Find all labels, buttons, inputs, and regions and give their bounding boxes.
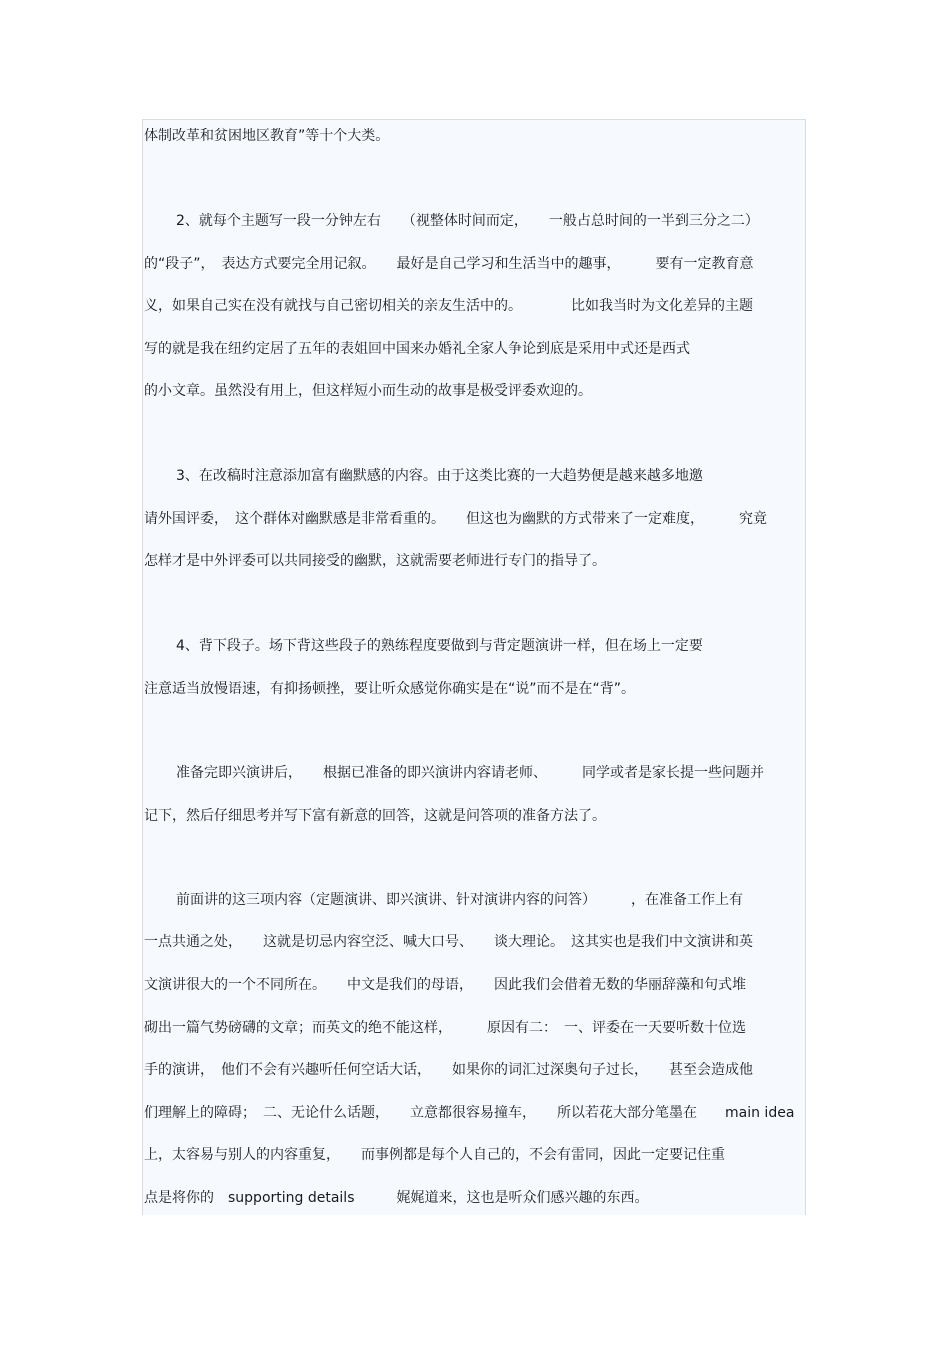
text-line: 记下，然后仔细思考并写下富有新意的回答，这就是问答项的准备方法了。 [144, 808, 606, 824]
document-content-area [142, 119, 806, 1215]
text-line: 上，太容易与别人的内容重复， 而事例都是每个人自己的，不会有雷同，因此一定要记住重 [144, 1147, 725, 1163]
text-line: 手的演讲， 他们不会有兴趣听任何空话大话， 如果你的词汇过深奥句子过长， 甚至会造成他 [144, 1062, 753, 1078]
text-line: 砌出一篇气势磅礴的文章；而英文的绝不能这样， 原因有二： 一、评委在一天要听数十位选 [144, 1020, 746, 1036]
text-line: 们理解上的障碍； 二、无论什么话题， 立意都很容易撞车， 所以若花大部分笔墨在 main idea [144, 1105, 795, 1121]
text-line: 一点共通之处， 这就是切忌内容空泛、喊大口号、 谈大理论。 这其实也是我们中文演讲和英 [144, 934, 753, 950]
text-line: 怎样才是中外评委可以共同接受的幽默，这就需要老师进行专门的指导了。 [144, 553, 606, 569]
text-line: 的“段子”， 表达方式要完全用记叙。 最好是自己学习和生活当中的趣事， 要有一定教育意 [144, 256, 754, 272]
text-line: 文演讲很大的一个不同所在。 中文是我们的母语， 因此我们会借着无数的华丽辞藻和句式堆 [144, 977, 746, 993]
text-line: 请外国评委， 这个群体对幽默感是非常看重的。 但这也为幽默的方式带来了一定难度， 究竟 [144, 511, 767, 527]
text-line: 的小文章。虽然没有用上，但这样短小而生动的故事是极受评委欢迎的。 [144, 383, 592, 399]
text-line: 写的就是我在纽约定居了五年的表姐回中国来办婚礼全家人争论到底是采用中式还是西式 [144, 341, 690, 357]
text-line: 前面讲的这三项内容（定题演讲、即兴演讲、针对演讲内容的问答） ，在准备工作上有 [176, 892, 743, 908]
text-line: 3、在改稿时注意添加富有幽默感的内容。由于这类比赛的一大趋势便是越来越多地邀 [176, 468, 703, 484]
text-line: 点是将你的 supporting details 娓娓道来，这也是听众们感兴趣的东西。 [144, 1190, 649, 1206]
text-line: 体制改革和贫困地区教育”等十个大类。 [144, 128, 390, 144]
text-line: 注意适当放慢语速，有抑扬顿挫，要让听众感觉你确实是在“说”而不是在“背”。 [144, 681, 636, 697]
text-line: 2、就每个主题写一段一分钟左右 （视整体时间而定， 一般占总时间的一半到三分之二） [176, 213, 759, 229]
text-line: 义，如果自己实在没有就找与自己密切相关的亲友生活中的。 比如我当时为文化差异的主题 [144, 298, 753, 314]
text-line: 准备完即兴演讲后， 根据已准备的即兴演讲内容请老师、 同学或者是家长提一些问题并 [176, 765, 764, 781]
text-line: 4、背下段子。场下背这些段子的熟练程度要做到与背定题演讲一样，但在场上一定要 [176, 638, 703, 654]
